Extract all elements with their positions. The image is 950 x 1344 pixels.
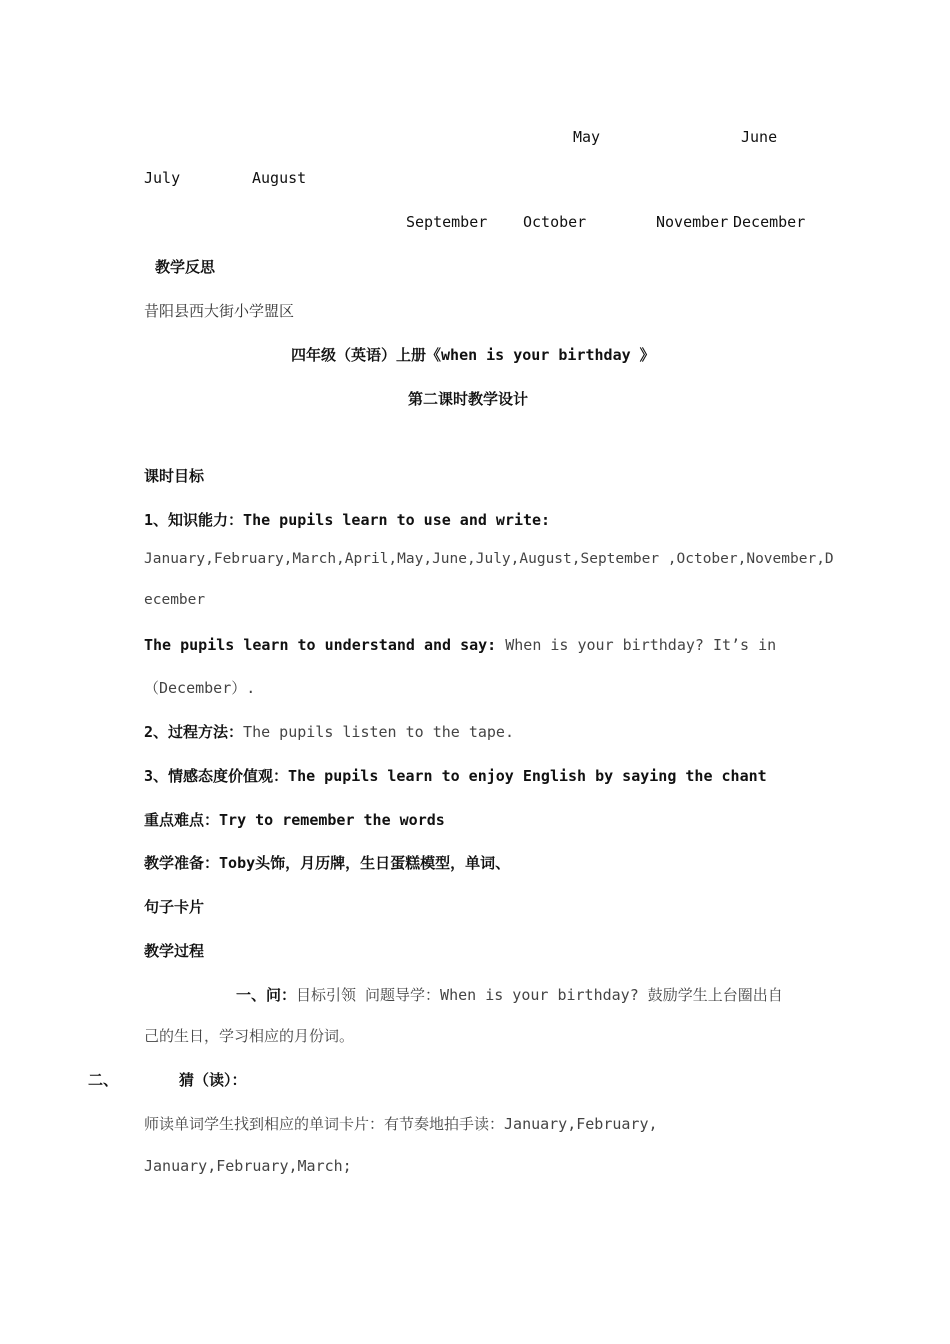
month-december: December <box>733 213 806 231</box>
preparation-text: Toby头饰，月历牌，生日蛋糕模型，单词、 <box>219 854 511 872</box>
understand-text-2: （December）. <box>144 679 256 697</box>
lesson-subtitle: 第二课时教学设计 <box>408 390 529 408</box>
month-may: May <box>573 128 601 146</box>
emotion-text: The pupils learn to enjoy English by saying the chant <box>288 767 767 785</box>
month-july: July <box>144 169 181 187</box>
knowledge-label: 1、知识能力： <box>144 511 244 529</box>
understand-line <box>144 636 776 654</box>
process-label: 2、过程方法： <box>144 723 244 741</box>
step1-text-2: 己的生日，学习相应的月份词。 <box>144 1027 355 1045</box>
month-september: September <box>406 213 488 231</box>
step2-label: 猜（读）： <box>179 1071 247 1089</box>
month-june: June <box>741 128 778 146</box>
process-heading: 教学过程 <box>144 942 205 960</box>
lesson-title: 四年级（英语）上册《when is your birthday 》 <box>291 346 655 364</box>
emotion-label: 3、情感态度价值观： <box>144 767 289 785</box>
step2-text: 师读单词学生找到相应的单词卡片：有节奏地拍手读：January,February, <box>144 1115 658 1133</box>
school-name: 昔阳县西大街小学盟区 <box>144 302 295 320</box>
step1-line <box>236 984 783 1005</box>
key-points-line <box>144 809 445 830</box>
reflection-heading: 教学反思 <box>155 258 216 276</box>
preparation-line <box>144 852 510 873</box>
process-method-line <box>144 721 514 742</box>
key-points-label: 重点难点： <box>144 811 220 829</box>
months-list-line2: ecember <box>144 592 206 608</box>
month-november: November <box>656 213 729 231</box>
process-text: The pupils listen to the tape. <box>243 723 514 741</box>
key-points-text: Try to remember the words <box>219 811 445 829</box>
objectives-heading: 课时目标 <box>144 467 205 485</box>
month-october: October <box>523 213 587 231</box>
step1-label: 一、问： <box>236 986 297 1004</box>
months-list-line1: January,February,March,April,May,June,July,August,September ,October,November,D <box>144 551 834 567</box>
understand-label: The pupils learn to understand and say: <box>144 636 497 654</box>
understand-text: When is your birthday? It’s in <box>496 636 777 654</box>
step2-number: 二、 <box>88 1071 119 1089</box>
knowledge-text: The pupils learn to use and write: <box>243 511 551 529</box>
knowledge-line <box>144 509 550 530</box>
month-august: August <box>252 169 307 187</box>
step1-text: 目标引领 问题导学：When is your birthday? 鼓励学生上台圈出自 <box>296 986 783 1004</box>
preparation-text-2: 句子卡片 <box>144 898 205 916</box>
step2-text-2: January,February,March; <box>144 1157 352 1175</box>
emotion-line <box>144 765 767 786</box>
preparation-label: 教学准备： <box>144 854 220 872</box>
